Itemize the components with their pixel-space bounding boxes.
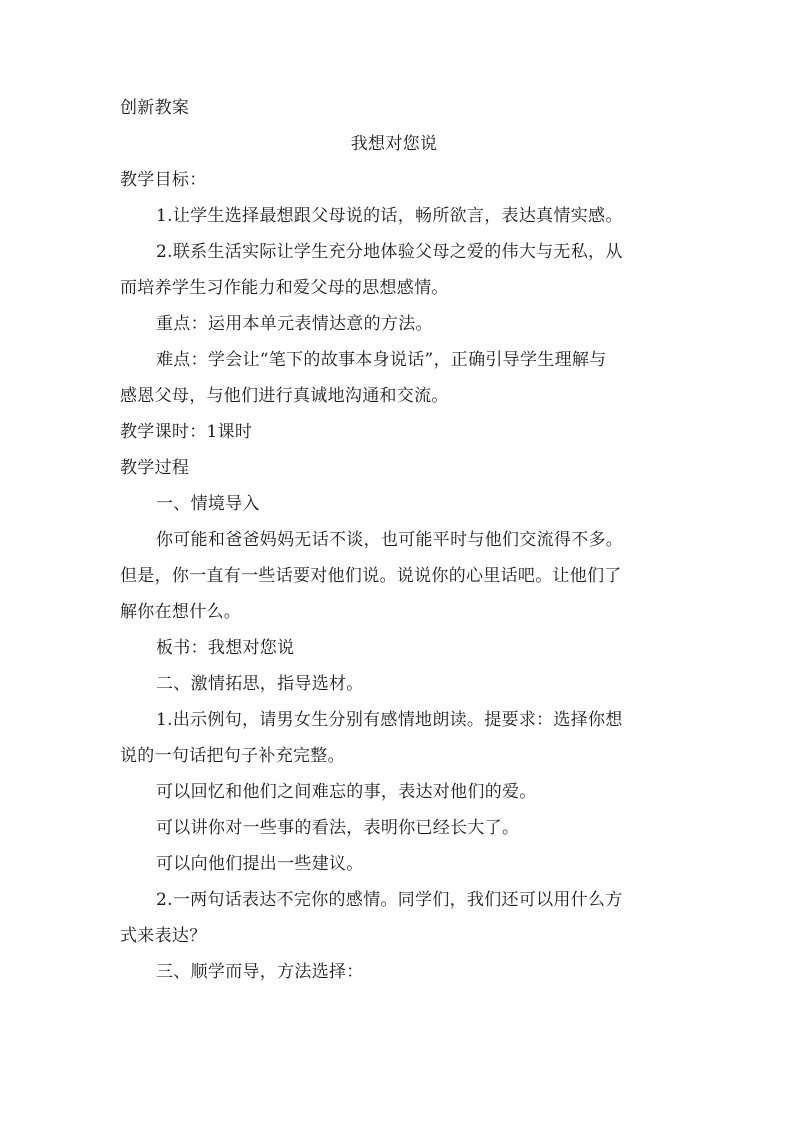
section-2-item-2-line-2: 式来表达？ [120, 926, 207, 946]
difficulty-line-2: 感恩父母，与他们进行真诚地沟通和交流。 [120, 386, 449, 406]
section-2-item-2-line-1: 2.一两句话表达不完你的感情。同学们，我们还可以用什么方 [156, 890, 623, 910]
section-1-heading: 一、情境导入 [156, 494, 260, 514]
section-1-paragraph-line-3: 解你在想什么。 [120, 602, 242, 622]
document-title: 我想对您说 [350, 134, 438, 154]
document-category: 创新教案 [120, 98, 190, 118]
objectives-heading: 教学目标： [120, 170, 207, 190]
objective-item-2-line-1: 2.联系生活实际让学生充分地体验父母之爱的伟大与无私，从 [156, 242, 623, 262]
section-1-paragraph-line-1: 你可能和爸爸妈妈无话不谈，也可能平时与他们交流得不多。 [156, 530, 624, 550]
section-2-heading: 二、激情拓思，指导选材。 [156, 674, 364, 694]
process-heading: 教学过程 [120, 458, 190, 478]
section-2-item-1-line-2: 说的一句话把句子补充完整。 [120, 746, 345, 766]
section-2-option-1: 可以回忆和他们之间难忘的事，表达对他们的爱。 [156, 782, 537, 802]
section-3-heading: 三、顺学而导，方法选择： [156, 962, 364, 982]
section-1-paragraph-line-2: 但是，你一直有一些话要对他们说。说说你的心里话吧。让他们了 [120, 566, 622, 586]
key-point: 重点：运用本单元表情达意的方法。 [156, 314, 433, 334]
class-hours: 教学课时：1课时 [120, 422, 253, 442]
section-2-item-1-line-1: 1.出示例句，请男女生分别有感情地朗读。提要求：选择你想 [156, 710, 623, 730]
board-note: 板书：我想对您说 [156, 638, 295, 658]
objective-item-1: 1.让学生选择最想跟父母说的话，畅所欲言，表达真情实感。 [156, 206, 623, 226]
difficulty-line-1: 难点：学会让“笔下的故事本身说话”，正确引导学生理解与 [156, 350, 607, 370]
objective-item-2-line-2: 而培养学生习作能力和爱父母的思想感情。 [120, 278, 449, 298]
document-page [120, 90, 668, 990]
section-2-option-3: 可以向他们提出一些建议。 [156, 854, 364, 874]
section-2-option-2: 可以讲你对一些事的看法，表明你已经长大了。 [156, 818, 520, 838]
